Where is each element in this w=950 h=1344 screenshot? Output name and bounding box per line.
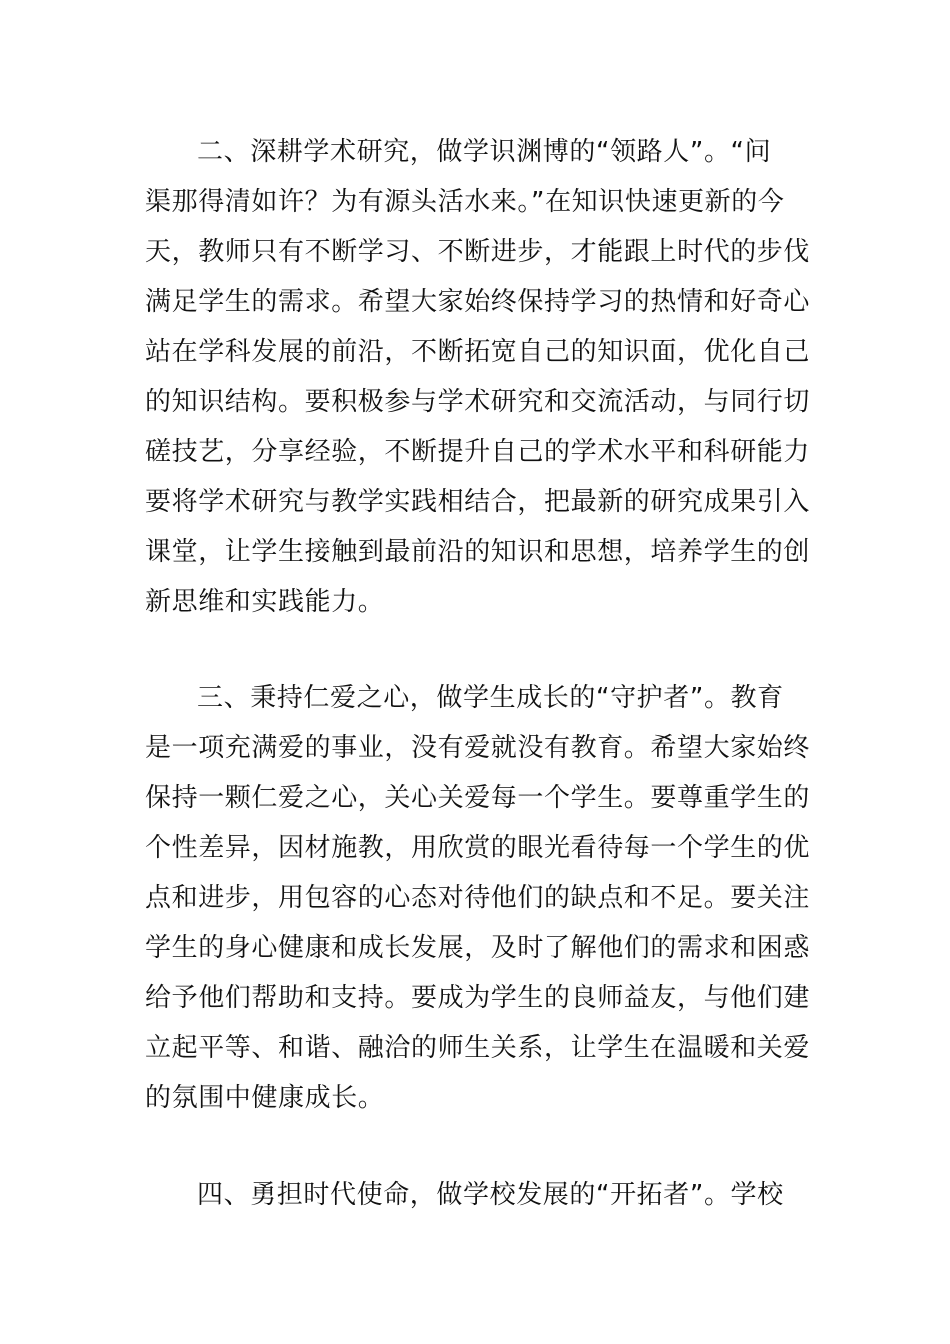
- paragraph-line: 的氛围中健康成长。: [145, 1083, 385, 1113]
- paragraph-line: 二、深耕学术研究，做学识渊博的“领路人”。“问: [197, 137, 772, 167]
- paragraph-line: 要将学术研究与教学实践相结合，把最新的研究成果引入: [145, 487, 810, 517]
- paragraph-line: 三、秉持仁爱之心，做学生成长的“守护者”。教育: [197, 683, 784, 713]
- paragraph-line: 站在学科发展的前沿，不断拓宽自己的知识面，优化自己: [145, 337, 810, 367]
- paragraph-benevolence: [145, 673, 810, 1123]
- paragraph-line: 满足学生的需求。希望大家始终保持学习的热情和好奇心: [145, 287, 810, 317]
- paragraph-line: 天，教师只有不断学习、不断进步，才能跟上时代的步伐: [145, 237, 810, 267]
- paragraph-line: 给予他们帮助和支持。要成为学生的良师益友，与他们建: [145, 983, 810, 1013]
- paragraph-line: 保持一颗仁爱之心，关心关爱每一个学生。要尊重学生的: [145, 783, 810, 813]
- paragraph-line: 个性差异，因材施教，用欣赏的眼光看待每一个学生的优: [145, 833, 810, 863]
- paragraph-line: 立起平等、和谐、融洽的师生关系，让学生在温暖和关爱: [145, 1033, 810, 1063]
- paragraph-line: 是一项充满爱的事业，没有爱就没有教育。希望大家始终: [145, 733, 810, 763]
- paragraph-line: 的知识结构。要积极参与学术研究和交流活动，与同行切: [145, 387, 810, 417]
- paragraph-line: 磋技艺，分享经验，不断提升自己的学术水平和科研能力: [145, 437, 810, 467]
- paragraph-line: 新思维和实践能力。: [145, 587, 385, 617]
- paragraph-mission: [145, 1170, 810, 1220]
- paragraph-line: 课堂，让学生接触到最前沿的知识和思想，培养学生的创: [145, 537, 810, 567]
- paragraph-line: 四、勇担时代使命，做学校发展的“开拓者”。学校: [197, 1180, 784, 1210]
- paragraph-line: 学生的身心健康和成长发展，及时了解他们的需求和困惑: [145, 933, 810, 963]
- paragraph-line: 点和进步，用包容的心态对待他们的缺点和不足。要关注: [145, 883, 810, 913]
- paragraph-academic-research: [145, 127, 810, 627]
- paragraph-line: 渠那得清如许？为有源头活水来。”在知识快速更新的今: [145, 187, 785, 217]
